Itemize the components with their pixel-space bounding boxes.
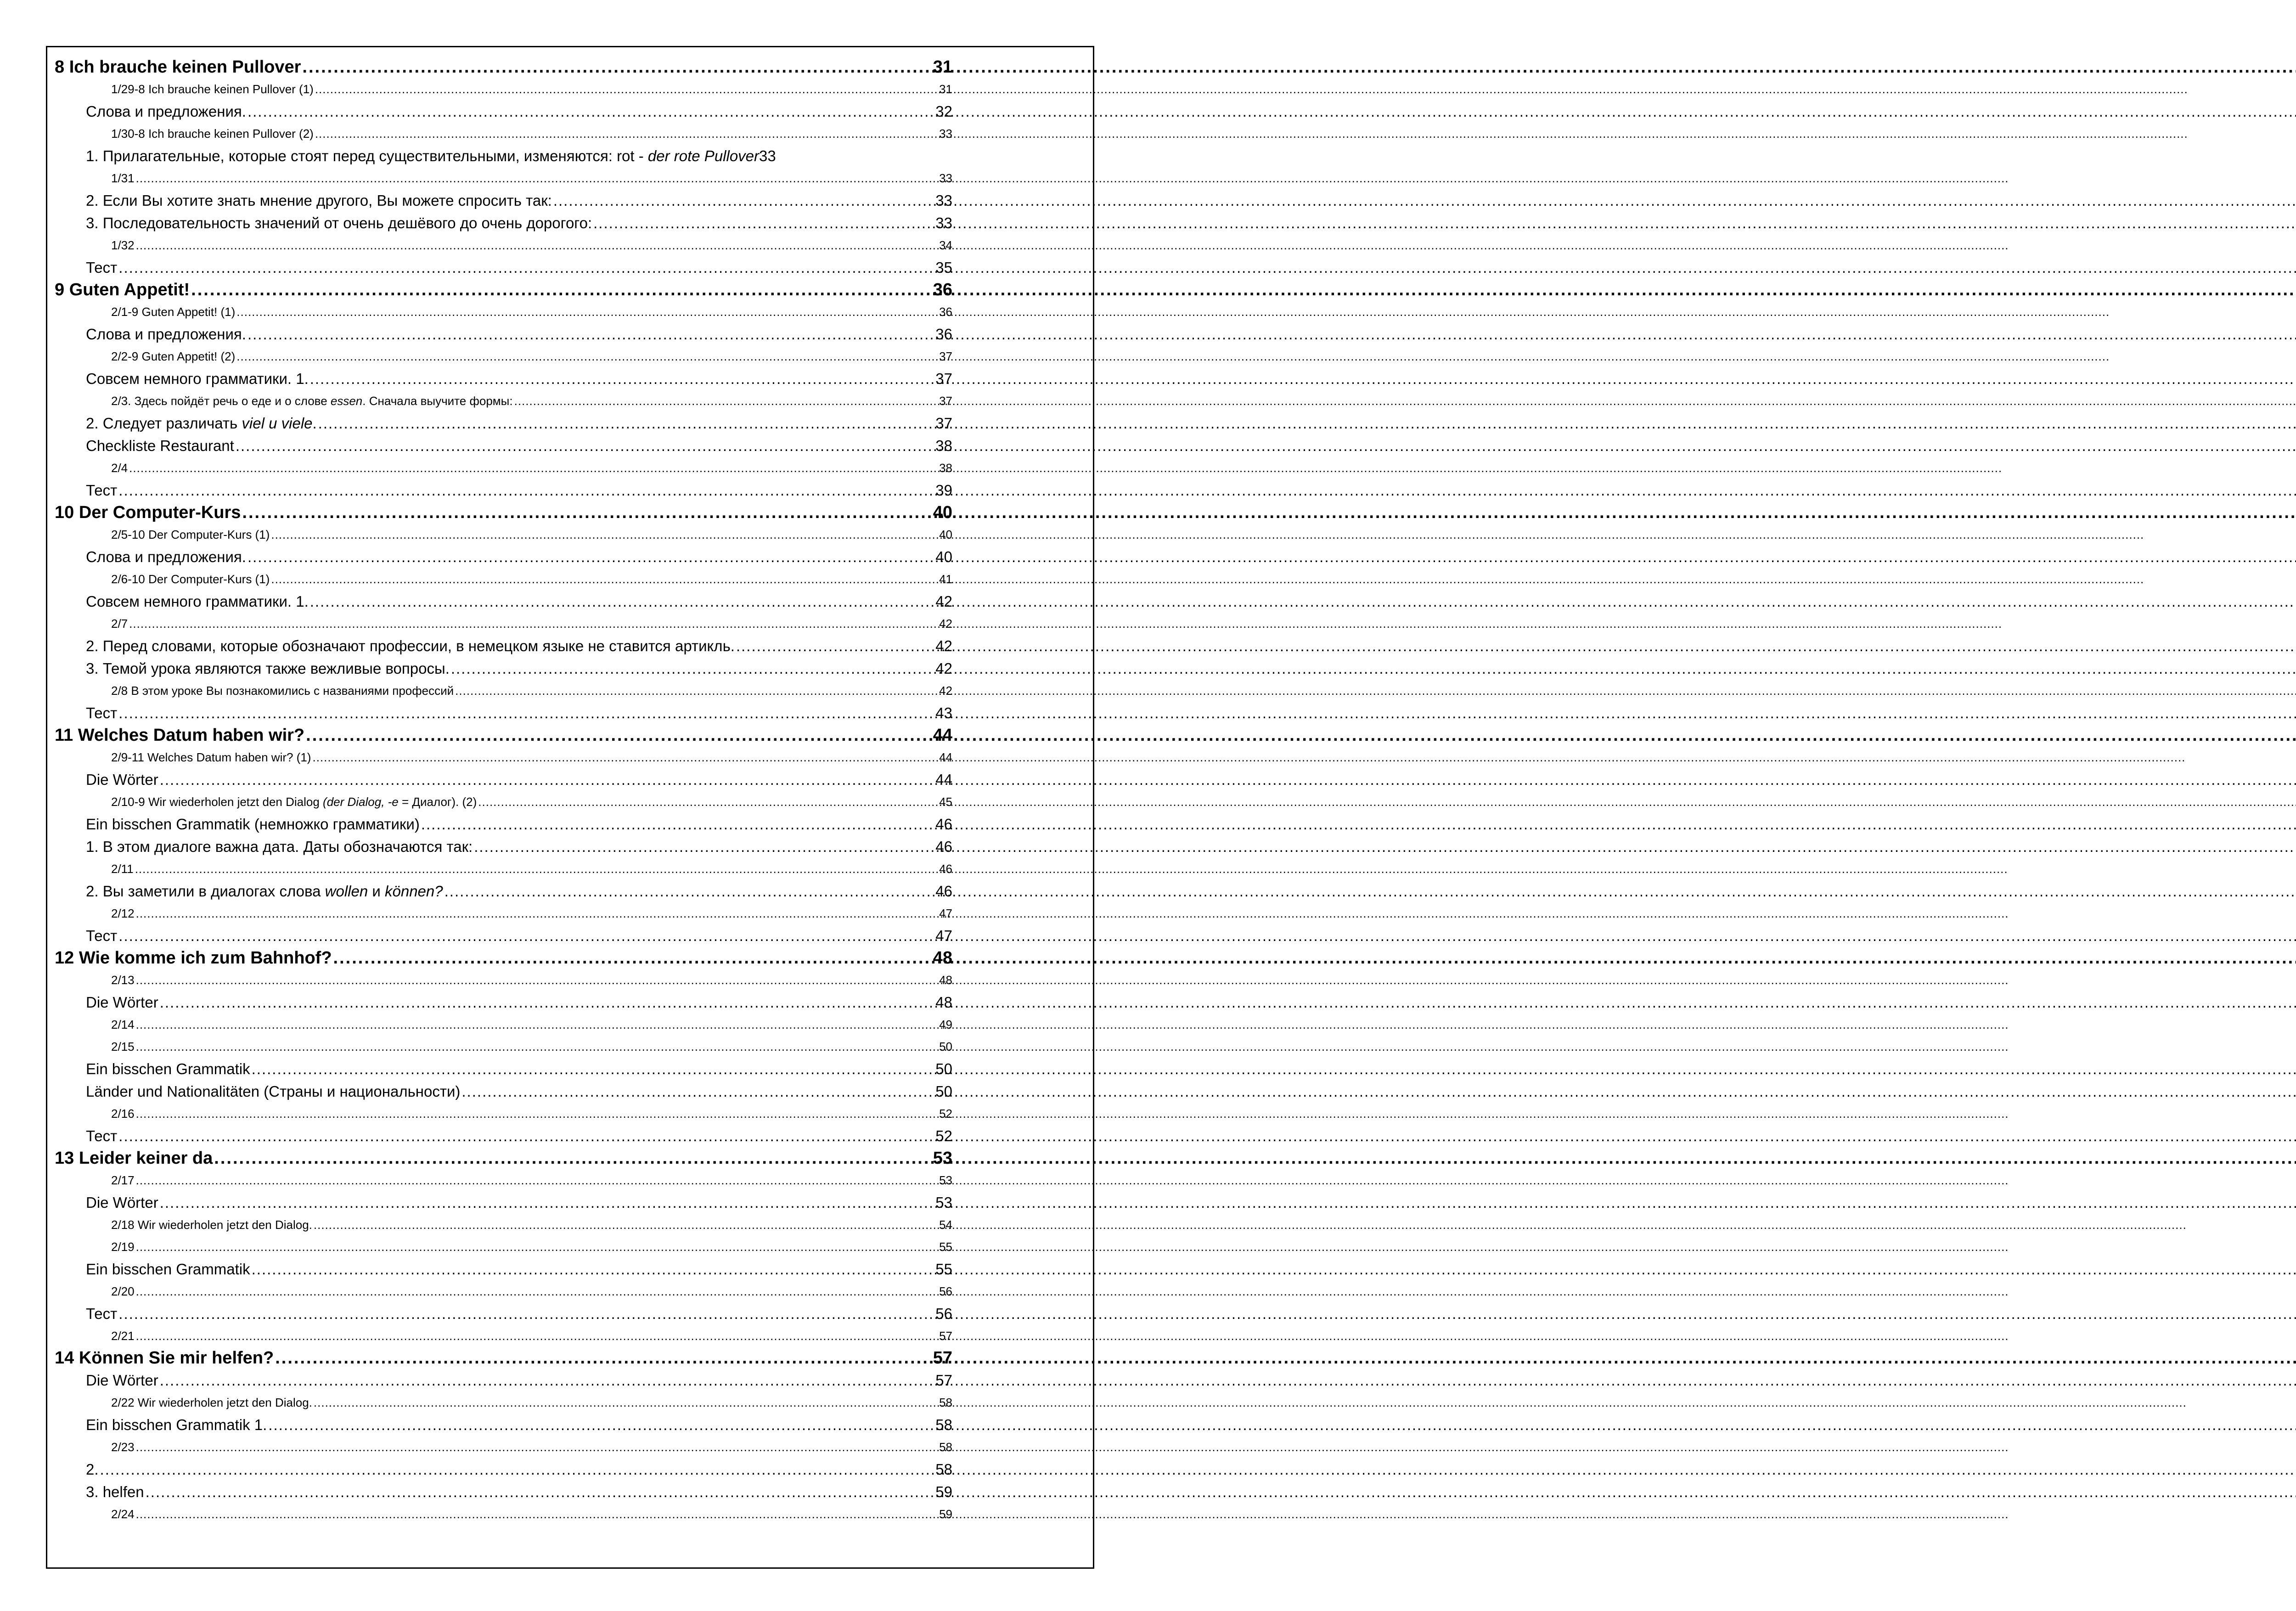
toc-entry-title: 3. Последовательность значений от очень дешёвого до очень дорогого: (86, 214, 592, 231)
toc-page-number: 42 (935, 637, 952, 654)
toc-section-entry[interactable] (55, 813, 952, 835)
dot-leader (129, 461, 938, 475)
toc-page-number: 53 (939, 1173, 952, 1187)
toc-entry-title: 2/21 (111, 1329, 135, 1343)
toc-entry-title: Тест (86, 259, 118, 276)
dot-leader (160, 994, 934, 1011)
toc-entry-title: 1/31 (111, 171, 135, 185)
toc-page-number: 57 (939, 1329, 952, 1343)
toc-entry-title: Ein bisschen Grammatik 1. (86, 1416, 267, 1433)
dot-leader (275, 1348, 932, 1368)
toc-subsection-entry[interactable] (55, 524, 952, 546)
dot-leader (461, 1083, 934, 1100)
dot-leader (236, 305, 938, 319)
toc-entry-title: 12 Wie komme ich zum Bahnhof? (55, 948, 332, 968)
toc-page-number: 54 (939, 1217, 952, 1232)
dot-leader (271, 572, 938, 586)
toc-page-number: 42 (939, 616, 952, 631)
toc-subsection-entry[interactable] (55, 1236, 952, 1258)
dot-leader (136, 1329, 938, 1343)
dot-leader (136, 171, 938, 186)
toc-entry-title: 1/30-8 Ich brauche keinen Pullover (2) (111, 126, 314, 141)
toc-subsection-entry[interactable] (55, 390, 952, 412)
toc-entry-title: 2/22 Wir wiederholen jetzt den Dialog. (111, 1395, 312, 1409)
toc-page-number: 47 (935, 927, 952, 944)
toc-page-number: 49 (939, 1017, 952, 1031)
toc-entry-title: Совсем немного грамматики. 1. (86, 370, 309, 387)
dot-leader (248, 103, 934, 120)
toc-entry-title: 2/16 (111, 1106, 135, 1121)
dot-leader (236, 349, 938, 364)
toc-section-entry[interactable] (55, 412, 952, 434)
toc-section-entry[interactable] (55, 1369, 952, 1391)
dot-leader (248, 548, 934, 566)
dot-leader (191, 280, 932, 300)
toc-entry-title: 2/10-9 Wir wiederholen jetzt den Dialog (der Dialog, -e = Диалог). (2) (111, 794, 477, 809)
toc-page-number: 44 (933, 725, 952, 745)
toc-entry-title: 3. Темой урока являются также вежливые вопросы. (86, 659, 450, 677)
toc-entry-title: 2/11 (111, 862, 134, 876)
dot-leader (136, 1440, 938, 1454)
toc-page-number: 36 (939, 304, 952, 319)
toc-page-number: 39 (935, 481, 952, 499)
dot-leader (252, 1060, 934, 1078)
toc-page-number: 43 (935, 704, 952, 721)
toc-page-number: 46 (935, 882, 952, 900)
toc-page-number: 45 (939, 794, 952, 809)
dot-leader (136, 1107, 938, 1121)
toc-subsection-entry[interactable] (55, 1169, 952, 1191)
toc-subsection-entry[interactable] (55, 457, 952, 479)
toc-entry-title: 10 Der Computer-Kurs (55, 502, 241, 522)
toc-page-number: 38 (939, 461, 952, 475)
toc-page-number: 38 (935, 437, 952, 454)
toc-subsection-entry[interactable] (55, 78, 952, 100)
toc-entry-title: 3. helfen (86, 1483, 144, 1500)
toc-entry-title: 2/5-10 Der Computer-Kurs (1) (111, 527, 270, 541)
toc-page-number: 33 (759, 147, 776, 164)
dot-leader (271, 528, 938, 542)
toc-entry-title: 2/3. Здесь пойдёт речь о еде и о слове essen. Сначала выучите формы: (111, 394, 513, 408)
toc-page-number: 37 (939, 349, 952, 363)
toc-page-number: 55 (939, 1239, 952, 1254)
toc-entry-title: Ein bisschen Grammatik (86, 1060, 250, 1077)
dot-leader (314, 1396, 938, 1410)
dot-leader (315, 127, 938, 141)
toc-subsection-entry[interactable] (55, 969, 952, 991)
toc-page-number: 52 (939, 1106, 952, 1121)
toc-page-number: 41 (939, 572, 952, 586)
toc-page-number: 33 (935, 214, 952, 231)
toc-chapter-entry[interactable] (55, 724, 952, 746)
toc-entry-title: 2/6-10 Der Computer-Kurs (1) (111, 572, 270, 586)
toc-subsection-entry[interactable] (55, 1103, 952, 1125)
toc-subsection-entry[interactable] (55, 123, 952, 145)
toc-entry-title: Die Wörter (86, 771, 158, 788)
toc-page-number: 50 (935, 1060, 952, 1077)
toc-page-number: 56 (935, 1305, 952, 1322)
toc-section-entry[interactable] (55, 1191, 952, 1214)
toc-page-number: 34 (939, 238, 952, 252)
dot-leader (160, 1194, 934, 1211)
toc-page-number: 36 (933, 280, 952, 299)
toc-page-number: 33 (939, 171, 952, 185)
toc-chapter-entry[interactable] (55, 1347, 952, 1369)
toc-section-entry[interactable] (55, 1258, 952, 1280)
toc-section-entry[interactable] (55, 590, 952, 613)
toc-section-entry[interactable] (55, 768, 952, 791)
toc-subsection-entry[interactable] (55, 791, 952, 813)
toc-entry-title: Die Wörter (86, 993, 158, 1011)
dot-leader (118, 1305, 934, 1323)
toc-entry-title: 2/9-11 Welches Datum haben wir? (1) (111, 750, 311, 764)
toc-section-entry[interactable] (55, 1125, 952, 1147)
toc-subsection-entry[interactable] (55, 746, 952, 768)
toc-entry-title: 2. Следует различать viel u viele. (86, 414, 317, 432)
toc-page-number: 40 (939, 527, 952, 541)
dot-leader (268, 1416, 934, 1434)
toc-entry-title: Слова и предложения. (86, 548, 246, 565)
toc-entry-title: Checkliste Restaurant (86, 437, 234, 454)
toc-section-entry[interactable] (55, 434, 952, 457)
toc-entry-title: 2/15 (111, 1039, 135, 1053)
toc-entry-title: 2. Перед словами, которые обозначают профессии, в немецком языке не ставится артикль. (86, 637, 735, 654)
toc-entry-title: Тест (86, 927, 118, 944)
toc-entry-title: Слова и предложения. (86, 102, 246, 120)
toc-subsection-entry[interactable] (55, 680, 952, 702)
toc-subsection-entry[interactable] (55, 1391, 952, 1414)
toc-entry-title: Ein bisschen Grammatik (немножко грамматики) (86, 815, 420, 833)
toc-subsection-entry[interactable] (55, 613, 952, 635)
toc-entry-title: 8 Ich brauche keinen Pullover (55, 57, 301, 77)
dot-leader (136, 1507, 938, 1521)
dot-leader (118, 259, 934, 276)
toc-entry-title: 2/23 (111, 1440, 135, 1454)
toc-page-number: 35 (935, 259, 952, 276)
toc-page-number: 44 (939, 750, 952, 764)
toc-page-number: 57 (935, 1371, 952, 1389)
toc-page-number: 52 (935, 1127, 952, 1144)
dot-leader (136, 1040, 938, 1054)
toc-entry-title: 2/17 (111, 1173, 135, 1187)
toc-section-entry[interactable] (55, 702, 952, 724)
toc-section-entry[interactable] (55, 835, 952, 858)
dot-leader (214, 1149, 931, 1168)
toc-page-number: 48 (935, 993, 952, 1011)
dot-leader (118, 1127, 934, 1145)
toc-page-number: 46 (935, 815, 952, 833)
toc-section-entry[interactable] (55, 1080, 952, 1103)
toc-subsection-entry[interactable] (55, 1014, 952, 1036)
dot-leader (248, 326, 934, 343)
toc-entry-title: 1. Прилагательные, которые стоят перед существительными, изменяются: rot - der rote Pullover (86, 147, 760, 164)
toc-section-entry[interactable] (55, 479, 952, 501)
toc-subsection-entry[interactable] (55, 1503, 952, 1525)
toc-page-number: 56 (939, 1284, 952, 1298)
toc-entry-title: Тест (86, 1127, 118, 1144)
dot-leader (146, 1483, 934, 1501)
dot-leader (421, 816, 934, 833)
toc-entry-title: 1/29-8 Ich brauche keinen Pullover (1) (111, 82, 314, 96)
toc-page-number: 57 (933, 1348, 952, 1368)
toc-page-number: 44 (935, 771, 952, 788)
toc-page-number: 46 (935, 838, 952, 855)
toc-page-number: 48 (933, 948, 952, 968)
toc-subsection-entry[interactable] (55, 345, 952, 367)
table-of-contents (55, 56, 952, 1525)
toc-entry-title: 9 Guten Appetit! (55, 280, 190, 299)
toc-subsection-entry[interactable] (55, 858, 952, 880)
dot-leader (242, 503, 931, 523)
toc-entry-title: Совсем немного грамматики. 1. (86, 592, 309, 610)
toc-page-number: 50 (939, 1039, 952, 1053)
toc-subsection-entry[interactable] (55, 902, 952, 924)
toc-entry-title: 2. Вы заметили в диалогах слова wollen и können? (86, 882, 443, 900)
toc-section-entry[interactable] (55, 145, 952, 167)
toc-page-number: 53 (935, 1194, 952, 1211)
dot-leader (314, 1218, 938, 1232)
dot-leader (135, 862, 938, 876)
dot-leader (306, 726, 932, 745)
dot-leader (553, 192, 934, 209)
toc-section-entry[interactable] (55, 367, 952, 390)
dot-leader (252, 1261, 934, 1278)
dot-leader (736, 637, 934, 655)
dot-leader (318, 415, 934, 432)
toc-section-entry[interactable] (55, 1458, 952, 1481)
toc-section-entry[interactable] (55, 189, 952, 212)
toc-section-entry[interactable] (55, 657, 952, 680)
dot-leader (310, 593, 934, 610)
toc-entry-title: 2/2-9 Guten Appetit! (2) (111, 349, 236, 363)
toc-page-number: 46 (939, 862, 952, 876)
toc-section-entry[interactable] (55, 991, 952, 1014)
dot-leader (118, 482, 934, 499)
toc-subsection-entry[interactable] (55, 568, 952, 590)
toc-page-number: 37 (939, 394, 952, 408)
dot-leader (136, 973, 938, 987)
toc-section-entry[interactable] (55, 1481, 952, 1503)
toc-section-entry[interactable] (55, 1058, 952, 1080)
toc-page-number: 58 (935, 1416, 952, 1433)
dot-leader (451, 660, 934, 677)
toc-entry-title: Die Wörter (86, 1194, 158, 1211)
dot-leader (333, 948, 932, 968)
toc-subsection-entry[interactable] (55, 1280, 952, 1302)
toc-chapter-entry[interactable] (55, 947, 952, 969)
toc-page-number: 58 (939, 1440, 952, 1454)
dot-leader (455, 684, 938, 698)
toc-page-number: 59 (939, 1507, 952, 1521)
toc-entry-title: Ein bisschen Grammatik (86, 1260, 250, 1278)
toc-page-number: 32 (935, 102, 952, 120)
toc-subsection-entry[interactable] (55, 1036, 952, 1058)
dot-leader (478, 795, 938, 809)
toc-page-number: 47 (939, 906, 952, 920)
toc-entry-title: Тест (86, 704, 118, 721)
toc-section-entry[interactable] (55, 880, 952, 902)
toc-section-entry[interactable] (55, 924, 952, 947)
toc-entry-title: 2/8 В этом уроке Вы познакомились с названиями профессий (111, 683, 454, 698)
toc-entry-title: 2/7 (111, 616, 128, 631)
toc-entry-title: Die Wörter (86, 1371, 158, 1389)
toc-chapter-entry[interactable] (55, 1147, 952, 1169)
toc-section-entry[interactable] (55, 100, 952, 123)
dot-leader (160, 771, 934, 789)
toc-page-number: 31 (939, 82, 952, 96)
toc-subsection-entry[interactable] (55, 301, 952, 323)
toc-page-number: 33 (939, 126, 952, 141)
toc-entry-title: 1/32 (111, 238, 135, 252)
toc-page-number: 37 (935, 370, 952, 387)
toc-page-number: 48 (939, 973, 952, 987)
dot-leader (136, 907, 938, 921)
toc-subsection-entry[interactable] (55, 1325, 952, 1347)
toc-section-entry[interactable] (55, 1414, 952, 1436)
dot-leader (118, 704, 934, 722)
dot-leader (136, 1018, 938, 1032)
dot-leader (474, 838, 934, 856)
dot-leader (136, 1173, 938, 1188)
dot-leader (236, 437, 934, 455)
dot-leader (514, 394, 938, 408)
toc-section-entry[interactable] (55, 212, 952, 234)
toc-page-number: 58 (939, 1395, 952, 1409)
toc-section-entry[interactable] (55, 635, 952, 657)
toc-entry-title: 2. Если Вы хотите знать мнение другого, Вы можете спросить так: (86, 192, 552, 209)
toc-section-entry[interactable] (55, 256, 952, 279)
toc-section-entry[interactable] (55, 1302, 952, 1325)
toc-entry-title: 2/12 (111, 906, 135, 920)
dot-leader (100, 1461, 934, 1478)
toc-page-number: 42 (935, 592, 952, 610)
toc-subsection-entry[interactable] (55, 1436, 952, 1458)
toc-subsection-entry[interactable] (55, 1214, 952, 1236)
dot-leader (315, 82, 938, 96)
toc-page-number: 58 (935, 1460, 952, 1478)
toc-entry-title: 2/18 Wir wiederholen jetzt den Dialog. (111, 1217, 312, 1232)
toc-entry-title: 2/19 (111, 1239, 135, 1254)
toc-entry-title: 2/20 (111, 1284, 135, 1298)
toc-entry-title: 14 Können Sie mir helfen? (55, 1348, 274, 1368)
toc-entry-title: 2/24 (111, 1507, 135, 1521)
toc-subsection-entry[interactable] (55, 167, 952, 189)
toc-page-number: 40 (933, 502, 952, 522)
toc-page-number: 42 (935, 659, 952, 677)
toc-chapter-entry[interactable] (55, 279, 952, 301)
dot-leader (302, 57, 931, 77)
toc-page-number: 31 (933, 57, 952, 77)
toc-page-number: 33 (935, 192, 952, 209)
toc-section-entry[interactable] (55, 546, 952, 568)
toc-page-number: 40 (935, 548, 952, 565)
toc-entry-title: 11 Welches Datum haben wir? (55, 725, 305, 745)
toc-subsection-entry[interactable] (55, 234, 952, 256)
dot-leader (118, 927, 934, 945)
dot-leader (310, 370, 934, 388)
toc-page-number: 37 (935, 414, 952, 432)
toc-entry-title: Länder und Nationalitäten (Страны и национальности) (86, 1082, 461, 1100)
dot-leader (136, 1240, 938, 1254)
toc-section-entry[interactable] (55, 323, 952, 345)
dot-leader (312, 750, 938, 765)
toc-entry-title: 2/1-9 Guten Appetit! (1) (111, 304, 236, 319)
toc-entry-title: 13 Leider keiner da (55, 1148, 213, 1168)
toc-entry-title: 2. (86, 1460, 99, 1478)
toc-chapter-entry[interactable] (55, 56, 952, 78)
toc-page-number: 36 (935, 325, 952, 343)
toc-entry-title: Тест (86, 1305, 118, 1322)
dot-leader (445, 883, 934, 900)
toc-entry-title: 2/4 (111, 461, 128, 475)
toc-page-number: 42 (939, 683, 952, 698)
dot-leader (136, 1284, 938, 1299)
toc-page-number: 59 (935, 1483, 952, 1500)
dot-leader (160, 1372, 934, 1389)
toc-page-number: 53 (933, 1148, 952, 1168)
dot-leader (136, 238, 938, 253)
toc-entry-title: 2/14 (111, 1017, 135, 1031)
dot-leader (129, 617, 938, 631)
toc-page-number: 55 (935, 1260, 952, 1278)
toc-entry-title: 1. В этом диалоге важна дата. Даты обозначаются так: (86, 838, 473, 855)
dot-leader (593, 214, 934, 232)
toc-entry-title: Слова и предложения. (86, 325, 246, 343)
toc-page-number: 50 (935, 1082, 952, 1100)
toc-entry-title: 2/13 (111, 973, 135, 987)
toc-entry-title: Тест (86, 481, 118, 499)
toc-chapter-entry[interactable] (55, 501, 952, 524)
